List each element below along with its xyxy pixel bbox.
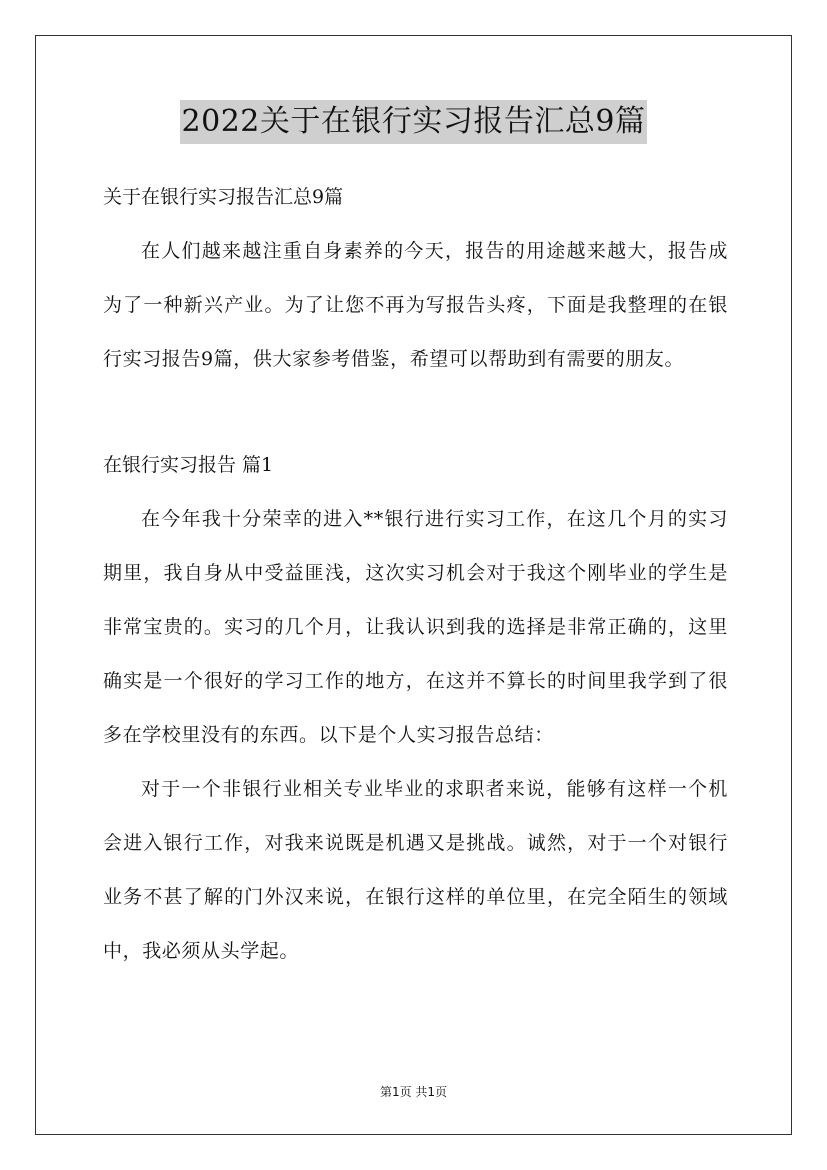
body-paragraph: 在今年我十分荣幸的进入**银行进行实习工作，在这几个月的实习期里，我自身从中受益匪浅，这次实习机会对于我这个刚毕业的学生是非常宝贵的。实习的几个月，让我认识到我的选择是非常正确的，这里确实是一个很好的学习工作的地方，在这并不算长的时间里我学到了很多在学校里没有的东西。以下是个人实习报告总结： [103,508,728,746]
document-body [103,170,728,978]
section-spacer [103,386,728,438]
body-paragraph: 对于一个非银行业相关专业毕业的求职者来说，能够有这样一个机会进入银行工作，对我来说既是机遇又是挑战。诚然，对于一个对银行业务不甚了解的门外汉来说，在银行这样的单位里，在完全陌生的领域中，我必须从头学起。 [103,778,728,962]
section-heading: 在银行实习报告 篇1 [103,454,274,476]
page-footer [0,1083,827,1100]
page-number: 第1页 共1页 [379,1085,448,1099]
document-title: 2022关于在银行实习报告汇总9篇 [180,100,648,144]
intro-paragraph: 在人们越来越注重自身素养的今天，报告的用途越来越大，报告成为了一种新兴产业。为了让您不再为写报告头疼，下面是我整理的在银行实习报告9篇，供大家参考借鉴，希望可以帮助到有需要的朋友。 [103,240,728,370]
title-container [0,100,827,144]
document-subtitle: 关于在银行实习报告汇总9篇 [103,186,344,208]
